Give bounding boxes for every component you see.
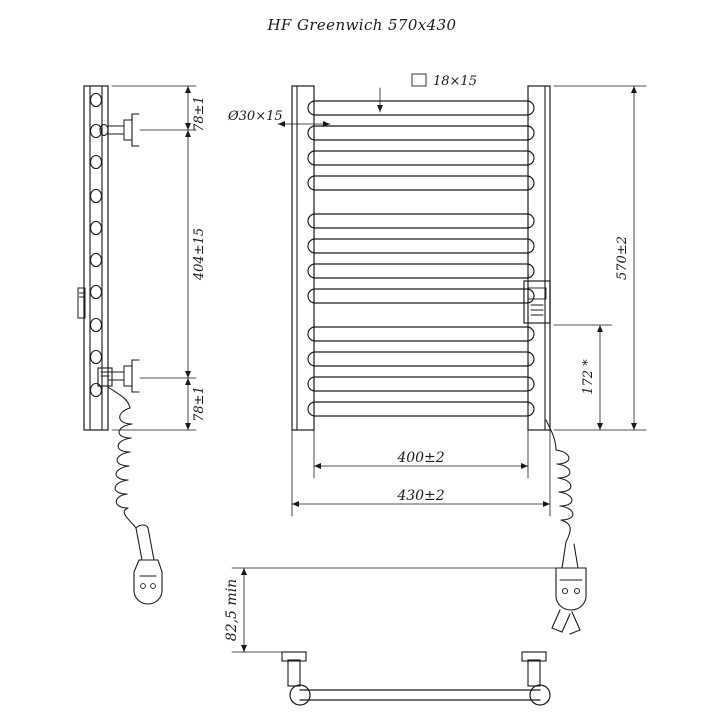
label-rail-width-outer: 430±2: [397, 488, 445, 504]
label-bracket-span: 404±15: [192, 227, 207, 281]
page-title: HF Greenwich 570x430: [267, 16, 457, 34]
side-elevation-view: [78, 86, 162, 604]
side-plug: [134, 560, 162, 604]
front-plug: [552, 568, 586, 634]
label-rail-height: 570±2: [615, 236, 630, 280]
front-power-cord: [546, 420, 578, 568]
dimension-lines: [112, 74, 646, 652]
front-elevation-view: [292, 86, 586, 634]
label-pipe-diameter: Ø30×15: [228, 109, 283, 124]
side-bracket-bottom: [98, 360, 139, 392]
label-floor-clearance: 82,5 min: [224, 578, 240, 642]
bottom-plan-view: [282, 652, 550, 705]
side-power-cord: [108, 387, 154, 560]
label-tube-profile: 18×15: [433, 74, 477, 89]
label-bracket-top: 78±1: [192, 96, 207, 132]
rung: [308, 101, 534, 416]
label-rail-width-inner: 400±2: [397, 450, 445, 466]
label-bracket-bottom: 78±1: [192, 386, 207, 422]
side-bracket-top: [100, 114, 139, 146]
label-heater-height: 172 *: [581, 359, 596, 395]
